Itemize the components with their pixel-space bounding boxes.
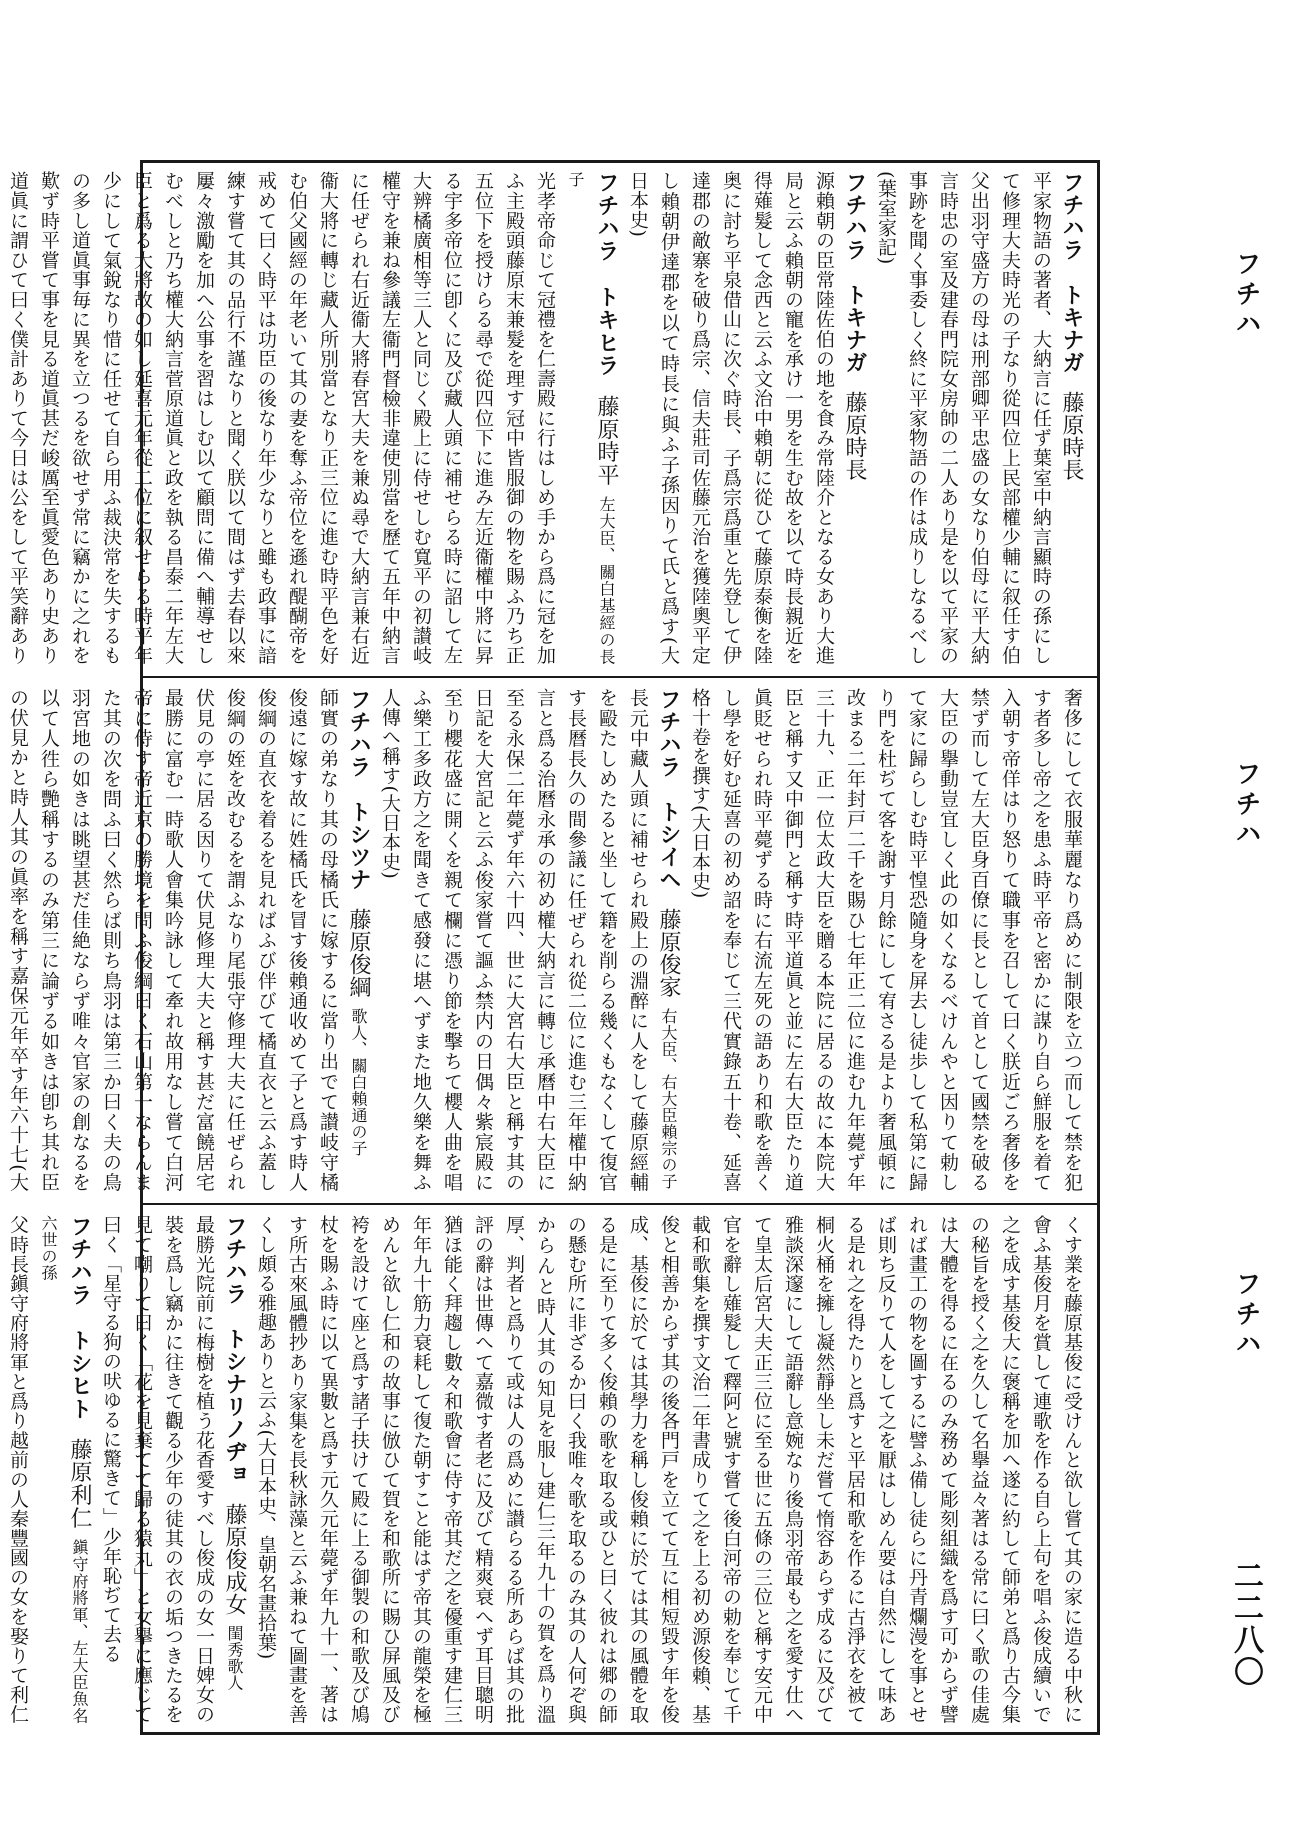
text-section-upper — [7, 163, 1097, 673]
entry-body: 長元中藏人頭に補せられ殿上の淵醉に人をして藤原經輔を毆たしめたると坐して籍を削らる幾くもなくして復官す長曆長久の間參議に任ぜられ從二位に進む三年權中納言と爲る治曆永承の初め權大納言に轉じ承曆中右大臣に至る永保二年薨ず年六十四、世に大宮右大臣と稱す其の日記を大宮記と云ふ俊家嘗て謳ふ禁内の日偶々紫宸殿に至り櫻花盛に開くを親て欄に憑り節を擊ちて櫻人曲を唱ふ樂工多政方之を聞きて感發に堪へずまた地久樂を舞ふ人傳へ稱す(大日本史) — [379, 688, 649, 1192]
entry-body: くす業を藤原基俊に受けんと欲し嘗て其の家に造る中秋に會ふ基俊月を賞して連歌を作る自ら上句を唱ふ俊成續いで之を成す基俊大に褒稱を加へ遂に約して師弟と爲り古今集の秘旨を授く之を久して名擧益々著はる常に曰く歌の佳處は大體を得るに在るのみ務めて彫刻組織を爲す可からず譬れば畫工の物を圖するに譬ふ備し徒らに丹青爛漫を事とせば則ち反りて人をして之を厭はしめん要は自然にして味ある是れ之を得たりと爲すと平居和歌を作るに古淨衣を被て桐火桶を擁し凝然靜坐し未だ嘗て惰容あらず成るに及びて雅談深邃にして語辭し意婉なり後鳥羽帝最も之を愛す仕へて皇太后宮大夫正三位に至る世に五條の三位と稱す安元中官を辭し薙髮して釋阿と號す嘗て後白河帝の勅を奉じて千載和歌集を撰す文治二年書成りて之を上る初め源俊賴、基俊と相善からず其の後各門戸を立てて互に相短毀す年を俊成、基俊に於ては其學力を稱し俊賴に於ては其の風體を取る是に至りて多く俊賴の歌を取る或ひと曰く彼れは郷の師の懸む所に非ざるか曰く我唯々歌を取るのみ其の人何ぞ與からんと時人其の知見を服し建仁三年九十の賀を爲り溫厚、判者と爲りて或は人の爲めに讃らるる所あらば其の批評の辭は世傳へて嘉微す者老に及びて精爽衰へず耳目聰明猶ほ能く拜趨し數々和歌會に侍す帝其だ之を優重す建仁三年年九十筋力衰耗して復た朝すこと能はず帝其の龍榮を極めんと欲し仁和の故事に倣ひて賀を和歌所に賜ひ屏風及び袴を設けて座と爲す諸子扶けて殿に上る御製の和歌及び鳩杖を賜ふ時に以て異數と爲す元久元年薨ず年九十一、著はす所古來風體抄あり家集を長秋詠藻と云ふ兼ねて圖畫を善くし頗る雅趣ありと云ふ(大日本史、皇朝名畫拾葉) — [255, 1215, 1083, 1724]
text-section-middle — [7, 680, 1097, 1200]
section-text — [7, 680, 1097, 1200]
running-head: フチハ — [1231, 1270, 1261, 1360]
section-divider — [143, 676, 1097, 678]
section-text — [7, 1207, 1097, 1732]
text-section-lower — [7, 1207, 1097, 1732]
headword-kana: フチハラ トシナリノヂョ — [222, 1215, 247, 1485]
entry-body: 源賴朝の臣常陸佐伯の地を食み常陸介となる女あり大進局と云ふ賴朝の寵を承け一男を生む故を以て時長親近を得薙髮して念西と云ふ文治中賴朝に從ひて藤原泰衡を陸奥に討ち平泉借山に次ぐ時長、子爲宗爲重と先登して伊達郡の敵寨を破り爲宗、信夫莊司佐藤元治を獲陸奧平定し賴朝伊達郡を以て時長に與ふ子孫因りて氏と爲す(大日本史) — [627, 171, 835, 665]
headword-kana: フチハラ トシイヘ — [656, 688, 681, 891]
section-divider — [143, 1203, 1097, 1205]
running-head: フチハ — [1231, 760, 1261, 850]
headword-name: 藤原時平 — [594, 394, 619, 487]
section-text — [7, 163, 1097, 673]
headword-kana: フチハラ トキナガ — [842, 171, 867, 374]
entry-body: 光孝帝命じて冠禮を仁壽殿に行はしめ手から爲に冠を加ふ主殿頭藤原末兼髮を理す冠中皆服御の物を賜ふ乃ち正五位下を授けらる尋で從四位下に進み左近衞權中將に昇る宇多帝位に卽くに及び藏人頭に補せらる時に詔して左大辨橘廣相等三人と同じく殿上に侍せしむ寬平の初讃岐權守を兼ね參議左衞門督檢非違使別當を歷て五年中納言に任ぜられ右近衞大將春宮大夫を兼ぬ尋で大納言兼右近衞大將に轉じ藏人所別當となり正三位に進む時平色を好む伯父國經の年老いて其の妻を奪ふ帝位を遜れ醍醐帝を戒めて曰く時平は功臣の後なり年少なりと雖も政事に諳練す嘗て其の品行不謹なりと聞く朕以て間はず去春以來屢々激勵を加へ公事を習はしむ以て顧問に備へ輔導せしむべしと乃ち權大納言菅原道眞と政を執る昌泰二年左大臣と爲る大將故の如し延喜元年從二位に叙せらる時平年少にして氣銳なり惜に任せて自ら用ふ裁決常を失するもの多し道眞事毎に異を立つるを欲せず常に竊かに之れを歎ず時平嘗て事を見る道眞甚だ峻厲至眞愛色あり史あり道眞に謂ひて曰く僕計ありて今日は公をして平笑辭あり — [7, 171, 556, 666]
entry-headword — [219, 1215, 250, 1724]
entry-headword — [839, 171, 870, 665]
entry-body: 奢侈にして衣服華麗なり爲めに制限を立つ而して禁を犯す者多し帝之を患ふ時平帝と密かに謀り自ら鮮服を着て入朝す帝佯はり怒りて職事を召して曰く朕近ごろ奢侈を禁ず而して左大臣身百僚に長として首として國禁を破る大臣の擧動豈宜しく此の如くなるべけんやと因りて勅して家に歸らしむ時平惶恐隨身を屏去し徒歩して私第に歸り門を杜ぢて客を謝す月餘にして宥さる是より奢風頓に改まる二年封戸二千を賜ひ七年正二位に進む九年薨ず年三十九、正一位太政大臣を贈る本院に居るの故に本院大臣と稱す又中御門と稱す時平道眞と並に左右大臣たり道眞貶せられ時平薨ずる時に右流左死の語あり和歌を善くし學を好む延喜の初め詔を奉じて三代實錄五十卷、延喜格十卷を撰す(大日本史) — [689, 688, 1083, 1192]
headword-role: 鎭守府將軍、左大臣魚名六世の孫 — [39, 1215, 89, 1725]
headword-name: 藤原時長 — [1059, 391, 1084, 482]
entry-body: 師實の弟なり其の母橘氏に嫁するに當り出でて讃岐守橘俊遠に嫁す故に姓橘氏を冒す後賴通收めて子と爲す時人俊綱の直衣を着るを見ればふび伴びて橘直衣と云ふ蓋し俊綱の姪を改むるを謂ふなり尾張守修理大夫に任ぜられ伏見の亭に居る因りて伏見修理大夫と稱す甚だ富饒居宅最勝に富む一時歌人會集吟詠して牽れ故用なし嘗て白河帝に侍す帝近京の勝境を問ふ俊綱曰く石山第一ならんまた其の次を問ふ曰く然らば則ち鳥羽は第三か曰く夫の鳥羽宮地の如きは眺望甚だ佳絶ならず唯々官家の創なるを以て人徃ら艷稱するのみ第三に論ずる如きは卽ち其れ臣の伏見かと時人其の眞率を稱す嘉保元年卒す年六十七(大 — [7, 688, 339, 1192]
headword-name: 藤原俊綱 — [346, 908, 371, 999]
headword-role: 歌人、關白賴通の子 — [349, 1007, 368, 1157]
entry-headword — [343, 688, 374, 1192]
headword-name: 藤原俊家 — [656, 908, 681, 999]
entry-headword — [1056, 171, 1087, 665]
headword-kana: フチハラ トシツナ — [346, 688, 371, 891]
entry-body: 最勝光院前に梅樹を植う花香愛すべし俊成の女一日婢女の裝を爲し竊かに往きて觀る少年の徒其の衣の垢つきたるを見て嘲りて曰く「花を見棄てて歸る猿丸」と女擧に應じて曰く「星守る狗の吠ゆるに驚きて」少年恥ぢて去る — [100, 1215, 215, 1724]
page-number: 二二八〇 — [1228, 1560, 1263, 1688]
running-head: フチハ — [1231, 250, 1261, 340]
headword-kana: フチハラ トキヒラ — [594, 171, 619, 378]
headword-role: 右大臣、右大臣賴宗の子 — [659, 1007, 678, 1190]
entry-body: 父時長鎭守府將軍と爲り越前の人秦豐國の女を娶りて利仁 — [7, 1215, 29, 1724]
headword-name: 藤原時長 — [842, 391, 867, 482]
entry-headword — [33, 1215, 95, 1724]
headword-kana: フチハラ トキナガ — [1059, 171, 1084, 374]
headword-role: 閨秀歌人 — [225, 1624, 244, 1691]
headword-name: 藤原俊成女 — [222, 1502, 247, 1616]
entry-headword — [653, 688, 684, 1192]
entry-headword — [560, 171, 622, 665]
entry-body: 平家物語の著者、大納言に任ず葉室中納言顯時の孫にして修理大夫時光の子なり從四位上民部權少輔に叙任す伯父出羽守盛方の母は刑部卿平忠盛の女なり伯母に平大納言時忠の室及建春門院女房帥の二人あり是を以て平家の事跡を聞く事委しく終に平家物語の作は成りしなるべし(葉室家記) — [875, 171, 1052, 665]
headword-name: 藤原利仁 — [67, 1438, 92, 1530]
headword-kana: フチハラ トシヒト — [67, 1215, 92, 1421]
headword-role: 左大臣、關白基經の長子 — [566, 171, 616, 666]
